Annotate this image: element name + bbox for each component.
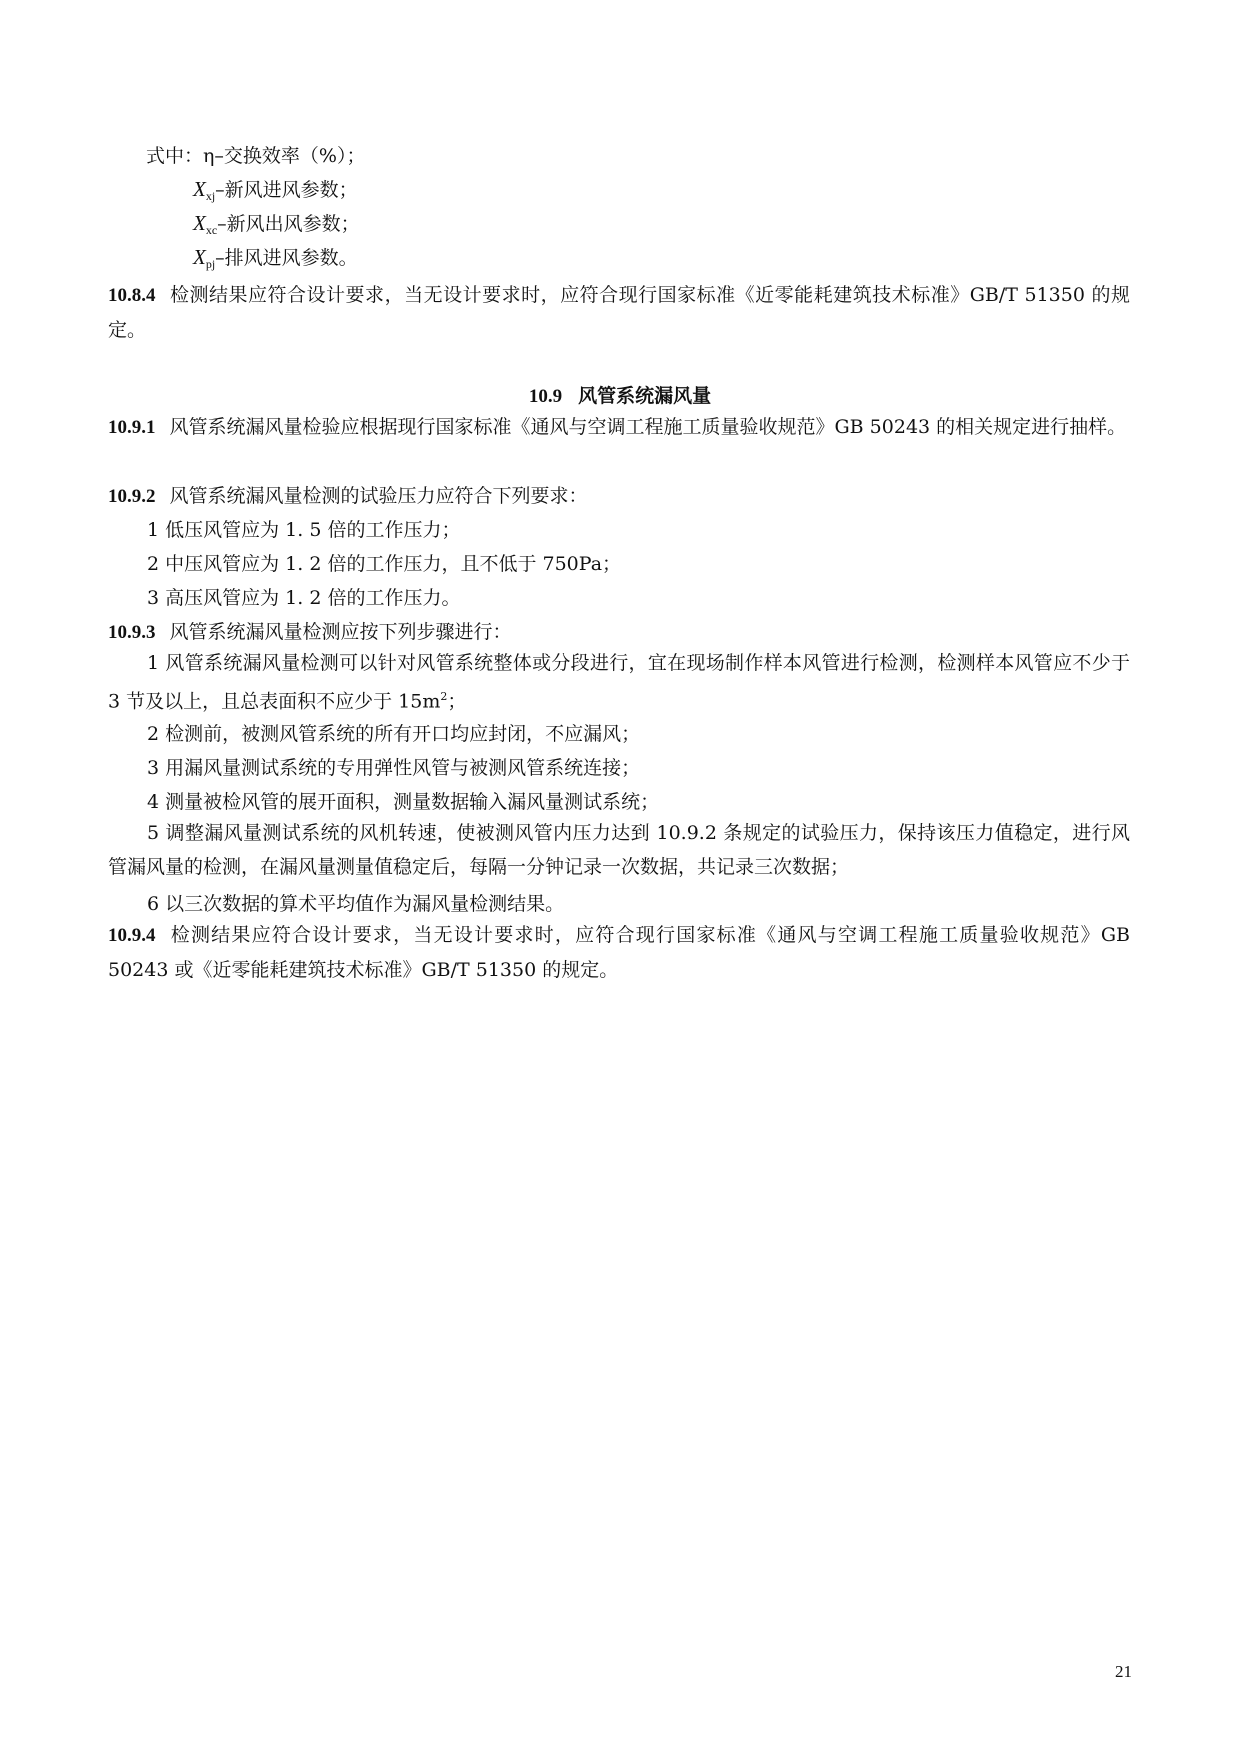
clause-10-8-4 [108,278,1130,347]
legend-subscript: pj [205,257,216,271]
legend-item-xc [193,210,360,243]
clause-10-9-1 [108,410,1130,445]
clause-text: 风管系统漏风量检测应按下列步骤进行： [169,621,512,643]
section-heading [0,381,1240,408]
list-item: 2 检测前，被测风管系统的所有开口均应封闭，不应漏风； [147,723,641,745]
legend-item-pj [193,244,358,277]
clause-text: 风管系统漏风量检测的试验压力应符合下列要求： [169,485,588,507]
legend-symbol: X [193,177,206,201]
list-item: 1 低压风管应为 1. 5 倍的工作压力； [147,519,461,541]
clause-text: 检测结果应符合设计要求，当无设计要求时，应符合现行国家标准《通风与空调工程施工质量验收规范》GB 50243 或《近零能耗建筑技术标准》GB/T 51350 的规定。 [108,924,1130,981]
clause-number: 10.9.2 [108,486,156,507]
list-item: 3 用漏风量测试系统的专用弹性风管与被测风管系统连接； [147,757,641,779]
clause-text: 检测结果应符合设计要求，当无设计要求时，应符合现行国家标准《近零能耗建筑技术标准》GB/T 51350 的规定。 [108,284,1130,341]
list-item: 2 中压风管应为 1. 2 倍的工作压力，且不低于 750Pa； [147,553,622,575]
list-item: 5 调整漏风量测试系统的风机转速，使被测风管内压力达到 10.9.2 条规定的试验压力，保持该压力值稳定，进行风管漏风量的检测，在漏风量测量值稳定后，每隔一分钟记录一次数据，共记录三次数据； [108,822,1130,878]
legend-desc: –排风进风参数。 [215,247,358,269]
superscript: 2 [440,690,448,703]
legend-item-xj [193,176,358,209]
list-item: 4 测量被检风管的展开面积，测量数据输入漏风量测试系统； [147,791,660,813]
clause-number: 10.9.4 [108,925,156,946]
legend-subscript: xj [205,189,216,203]
legend-symbol: X [193,245,206,269]
list-item [108,646,1130,718]
legend-symbol: X [193,211,206,235]
list-item: 6 以三次数据的算术平均值作为漏风量检测结果。 [147,893,565,915]
clause-number: 10.8.4 [108,285,156,306]
list-item: 3 高压风管应为 1. 2 倍的工作压力。 [147,587,461,609]
formula-legend-intro: 式中：η–交换效率（%）； [146,145,366,167]
clause-number: 10.9.3 [108,622,156,643]
page-number: 21 [1115,1662,1132,1681]
clause-text: 风管系统漏风量检验应根据现行国家标准《通风与空调工程施工质量验收规范》GB 50243 的相关规定进行抽样。 [169,416,1127,438]
legend-subscript: xc [205,223,218,237]
legend-desc: –新风进风参数； [215,179,358,201]
clause-10-9-2 [108,483,588,510]
clause-number: 10.9.1 [108,417,156,438]
section-title: 风管系统漏风量 [578,385,712,407]
clause-10-9-4 [108,918,1130,987]
list-item-text: 1 风管系统漏风量检测可以针对风管系统整体或分段进行，宜在现场制作样本风管进行检测，检测样本风管应不少于 3 节及以上，且总表面积不应少于 15m [108,652,1130,713]
legend-desc: –新风出风参数； [217,213,360,235]
section-number: 10.9 [528,386,563,407]
clause-10-9-3 [108,619,512,646]
list-item-end: ； [447,690,467,713]
